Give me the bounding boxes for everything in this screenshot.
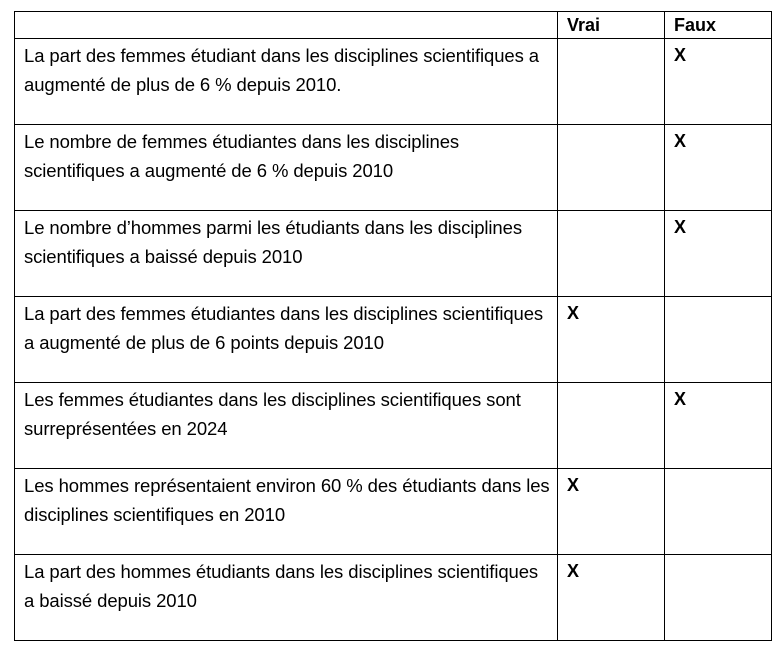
vrai-cell — [558, 297, 665, 383]
header-statement-cell — [15, 12, 558, 39]
header-faux-label: Faux — [674, 15, 717, 35]
header-row — [15, 12, 772, 39]
table-row — [15, 211, 772, 297]
statement-cell — [15, 39, 558, 125]
table-row — [15, 297, 772, 383]
statement-text: Le nombre d’hommes parmi les étudiants dans les disciplines scientifiques a baissé depuis 2010 — [24, 217, 522, 267]
faux-mark: X — [674, 45, 687, 65]
statement-text: Les femmes étudiantes dans les disciplines scientifiques sont surreprésentées en 2024 — [24, 389, 521, 439]
statement-text: La part des femmes étudiant dans les disciplines scientifiques a augmenté de plus de 6 % depuis 2010. — [24, 45, 539, 95]
faux-mark: X — [674, 131, 687, 151]
vrai-mark — [558, 125, 664, 127]
faux-mark: X — [674, 389, 687, 409]
statement-cell — [15, 469, 558, 555]
faux-mark — [665, 297, 771, 299]
table-row — [15, 469, 772, 555]
faux-cell — [665, 39, 772, 125]
vrai-cell — [558, 39, 665, 125]
table-row — [15, 39, 772, 125]
vrai-mark — [558, 383, 664, 385]
vrai-cell — [558, 383, 665, 469]
vrai-cell — [558, 469, 665, 555]
statement-cell — [15, 297, 558, 383]
faux-mark: X — [674, 217, 687, 237]
faux-cell — [665, 383, 772, 469]
statement-cell — [15, 211, 558, 297]
faux-mark — [665, 469, 771, 471]
vrai-cell — [558, 555, 665, 641]
statement-text: La part des femmes étudiantes dans les disciplines scientifiques a augmenté de plus de 6 points depuis 2010 — [24, 303, 544, 353]
vrai-mark — [558, 39, 664, 41]
vrai-mark: X — [567, 303, 580, 323]
statement-cell — [15, 125, 558, 211]
table-row — [15, 555, 772, 641]
vrai-cell — [558, 125, 665, 211]
table-row — [15, 383, 772, 469]
statement-text: Les hommes représentaient environ 60 % des étudiants dans les disciplines scientifiques en 2010 — [24, 475, 550, 525]
header-faux-cell — [665, 12, 772, 39]
table-row — [15, 125, 772, 211]
vrai-mark: X — [567, 561, 580, 581]
statement-cell — [15, 383, 558, 469]
statement-cell — [15, 555, 558, 641]
statement-text: Le nombre de femmes étudiantes dans les disciplines scientifiques a augmenté de 6 % depuis 2010 — [24, 131, 460, 181]
vrai-mark: X — [567, 475, 580, 495]
vrai-mark — [558, 211, 664, 213]
faux-cell — [665, 469, 772, 555]
header-vrai-cell — [558, 12, 665, 39]
statement-text: La part des hommes étudiants dans les disciplines scientifiques a baissé depuis 2010 — [24, 561, 539, 611]
true-false-table — [14, 11, 772, 641]
vrai-cell — [558, 211, 665, 297]
faux-mark — [665, 555, 771, 557]
faux-cell — [665, 555, 772, 641]
header-vrai-label: Vrai — [567, 15, 601, 35]
faux-cell — [665, 211, 772, 297]
faux-cell — [665, 125, 772, 211]
faux-cell — [665, 297, 772, 383]
